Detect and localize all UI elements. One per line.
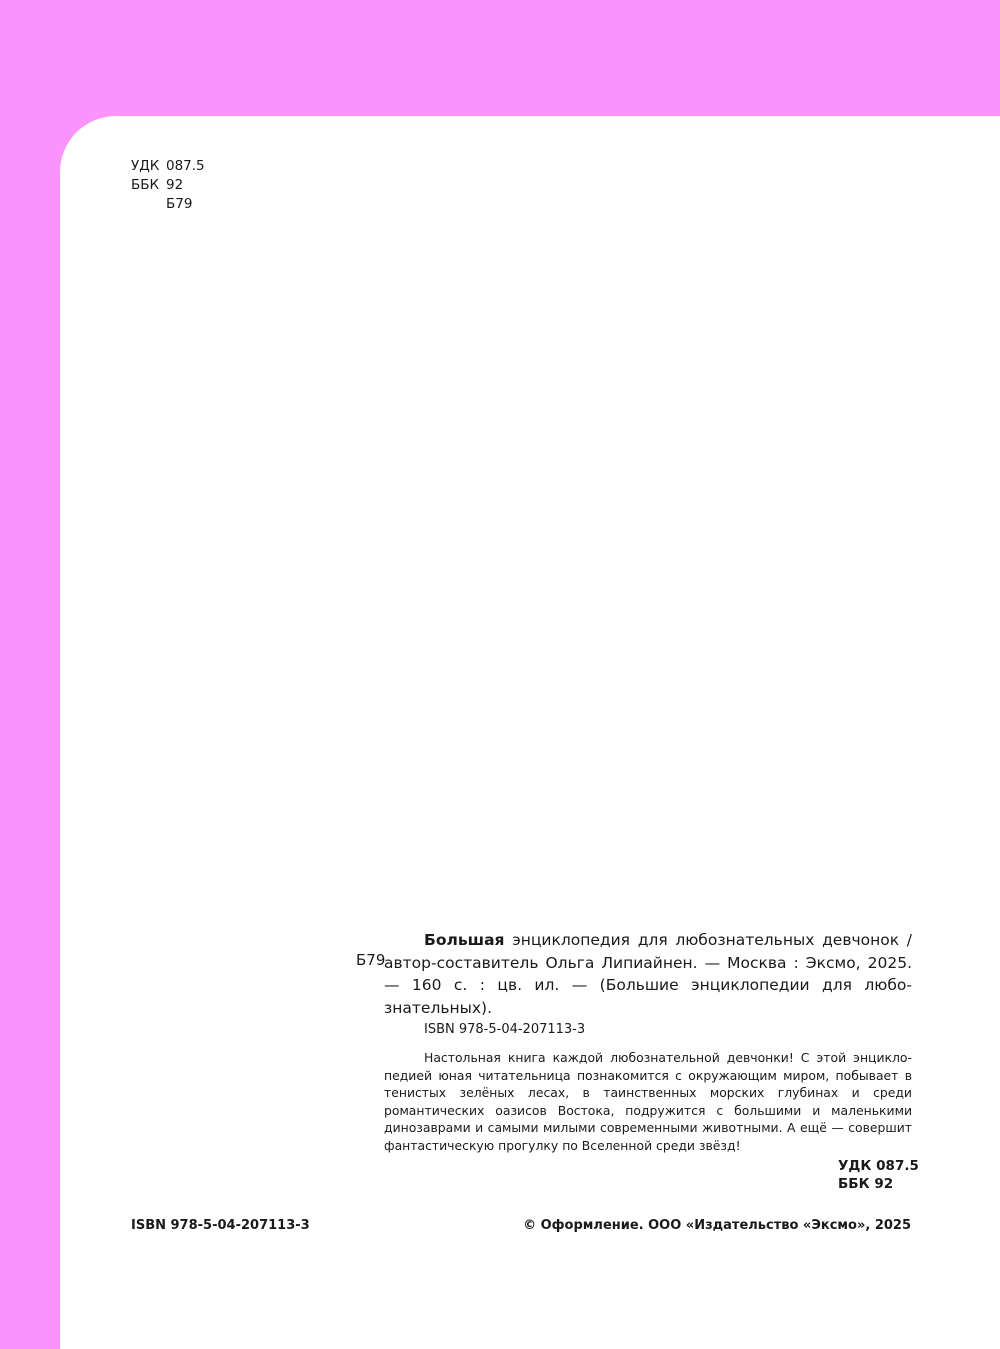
- entry-author-code: Б79: [356, 951, 386, 969]
- classification-block: [131, 157, 205, 214]
- bbk-row: [131, 176, 205, 195]
- bottom-udk: УДК 087.5: [838, 1158, 919, 1174]
- entry-title-word: Большая: [424, 931, 505, 949]
- bottom-bbk: ББК 92: [838, 1176, 894, 1192]
- udk-label: УДК: [131, 158, 160, 174]
- udk-value: 087.5: [166, 158, 205, 174]
- author-code: Б79: [166, 196, 193, 212]
- entry-description: энциклопедия для любознательных девчонок / автор-составитель Ольга Липиайнен. — Москва : Эксмо, 2025. — 160 с. : цв. ил. — (Большие энциклопедии для любознательных).: [384, 931, 912, 1017]
- bbk-value: 92: [166, 177, 184, 193]
- annotation-text: Настольная книга каждой любознательной девчонки! С этой энциклопедией юная читательница познакомится с окружающим миром, побывает в тенистых зелёных лесах, в таинственных морских глубинах и среди романтических оазисов Востока, подружится с большими и маленькими динозаврами и самыми милыми современными животными. А ещё — совершит фантастическую прогулку по Вселенной среди звёзд!: [384, 1050, 912, 1153]
- udk-row: [131, 157, 205, 176]
- footer-isbn: ISBN 978-5-04-207113-3: [131, 1218, 310, 1233]
- bbk-label: ББК: [131, 177, 160, 193]
- copyright-notice: © Оформление. ООО «Издательство «Эксмо», 2025: [523, 1218, 911, 1233]
- bibliographic-entry: [384, 929, 912, 1019]
- bottom-classification: [838, 1157, 919, 1193]
- entry-isbn: ISBN 978-5-04-207113-3: [424, 1022, 586, 1037]
